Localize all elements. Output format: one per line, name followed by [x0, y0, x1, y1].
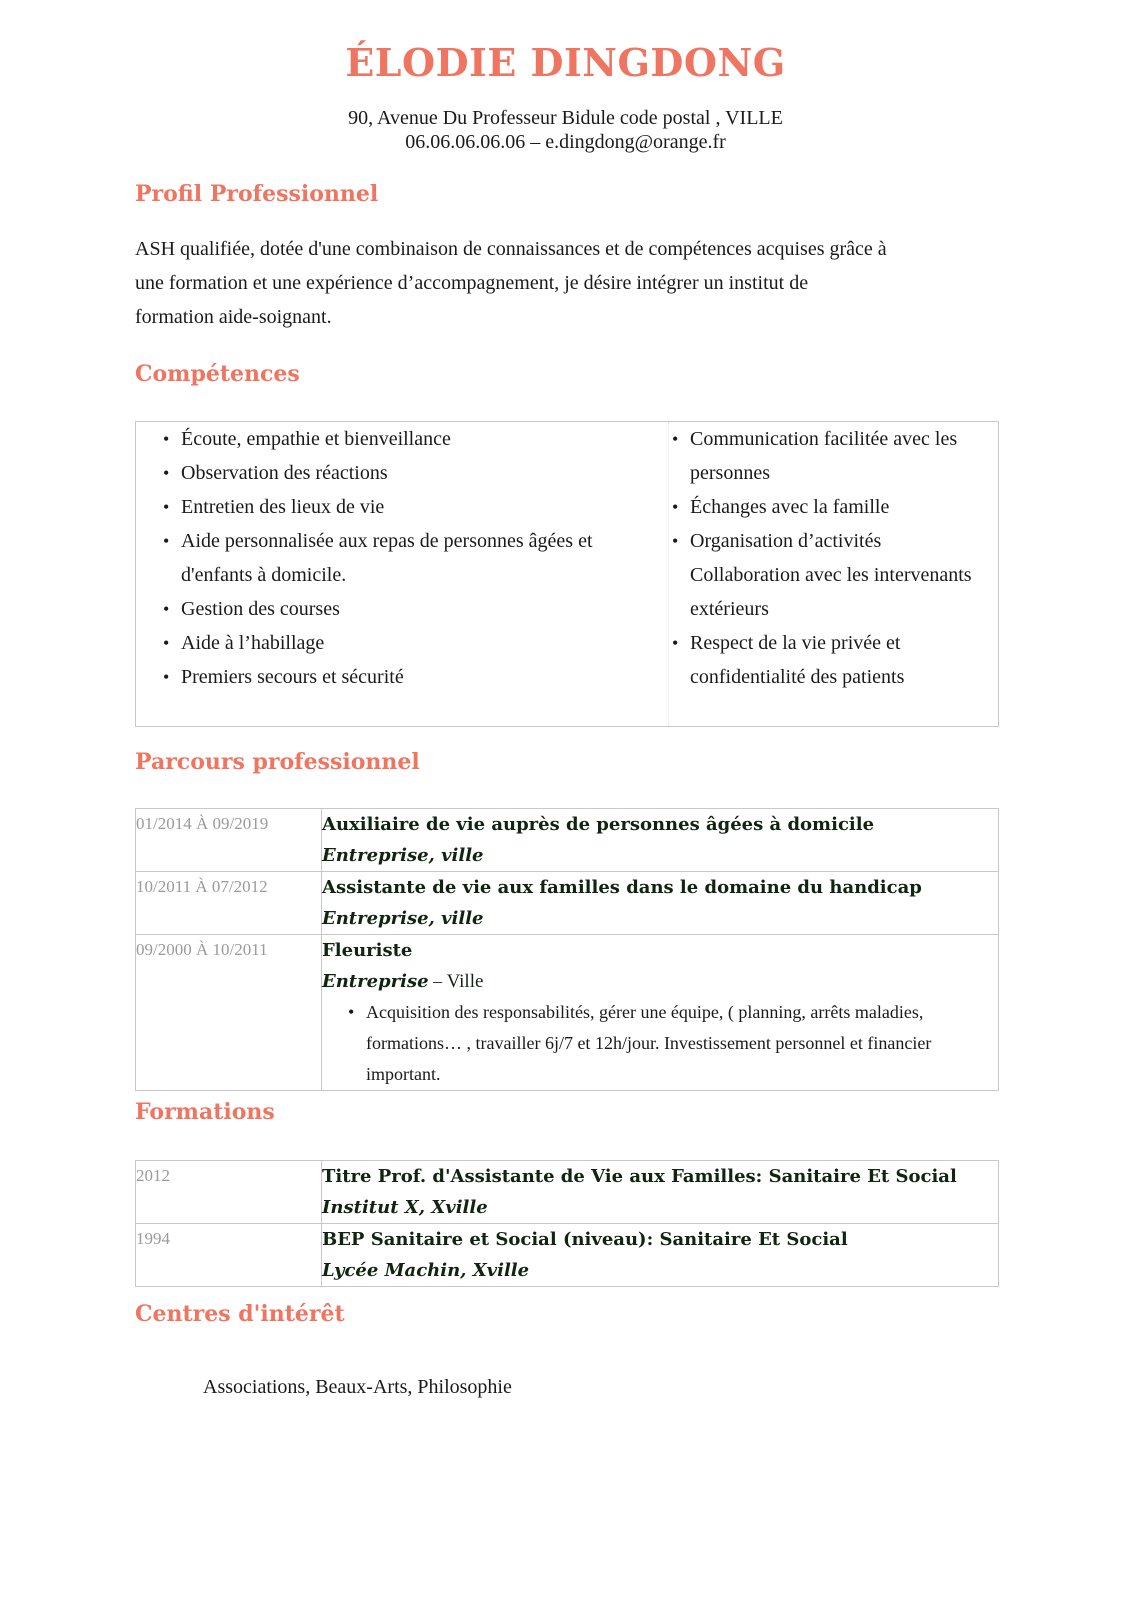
job-org: Entreprise, ville [322, 845, 484, 866]
list-item: • Acquisition des responsabilités, gérer une équipe, ( planning, arrêts maladies, formations… , travailler 6j/7 et 12h/jour. Investissement personnel et financier important. [366, 997, 998, 1090]
parcours-table-wrap [135, 808, 1000, 1091]
profil-heading: Profil Professionnel [135, 181, 379, 207]
formation-domain: : Sanitaire Et Social [755, 1166, 957, 1187]
table-row [136, 1224, 999, 1287]
competence-item: • Respect de la vie privée et confidentialité des patients [690, 626, 988, 694]
candidate-name: ÉLODIE DINGDONG [345, 40, 786, 85]
profil-section [135, 180, 1000, 208]
competence-item: • Aide personnalisée aux repas de personnes âgées et d'enfants à domicile. [181, 524, 668, 592]
job-dates: 10/2011 À 07/2012 [136, 872, 322, 935]
job-description [322, 809, 999, 872]
competence-item: • Observation des réactions [181, 456, 668, 490]
profil-line-3: formation aide-soignant. [135, 306, 332, 328]
competences-box [135, 421, 999, 727]
formations-table [135, 1160, 999, 1287]
competence-item: • Entretien des lieux de vie [181, 490, 668, 524]
parcours-heading: Parcours professionnel [135, 749, 420, 775]
formation-title [322, 1224, 998, 1255]
interets-heading: Centres d'intérêt [135, 1301, 345, 1327]
formations-table-wrap [135, 1160, 1000, 1287]
formation-domain: : Sanitaire Et Social [646, 1229, 848, 1250]
job-org-city: Ville [446, 971, 484, 992]
formation-school: Lycée Machin, Xville [322, 1260, 530, 1281]
job-org [322, 966, 998, 997]
competence-item: • Communication facilitée avec les personnes [690, 422, 988, 490]
table-row [136, 1161, 999, 1224]
formation-year: 1994 [136, 1224, 322, 1287]
address: 90, Avenue Du Professeur Bidule code postal , VILLE [348, 107, 783, 129]
formation-year: 2012 [136, 1161, 322, 1224]
job-dates: 09/2000 À 10/2011 [136, 935, 322, 1091]
job-description [322, 935, 999, 1091]
formations-section [135, 1098, 1000, 1126]
parcours-section [135, 748, 1000, 776]
job-title: Auxiliaire de vie auprès de personnes âgées à domicile [322, 814, 875, 835]
profil-line-1: ASH qualifiée, dotée d'une combinaison de connaissances et de compétences acquises grâce à [135, 238, 887, 260]
table-row [136, 935, 999, 1091]
competence-item: • Aide à l’habillage [181, 626, 668, 660]
job-title: Fleuriste [322, 940, 413, 961]
formation-description [322, 1161, 999, 1224]
contact-block [0, 106, 1131, 154]
formation-title-text: Titre Prof. d'Assistante de Vie aux Familles [322, 1166, 756, 1187]
competence-item: • Écoute, empathie et bienveillance [181, 422, 668, 456]
formation-title-text: BEP Sanitaire et Social (niveau) [322, 1229, 647, 1250]
profil-text [135, 232, 1000, 334]
job-details-list [322, 997, 998, 1090]
job-org: Entreprise, ville [322, 908, 484, 929]
job-dates: 01/2014 À 09/2019 [136, 809, 322, 872]
job-org-separator: – [428, 971, 447, 991]
phone-email: 06.06.06.06.06 – e.dingdong@orange.fr [405, 131, 726, 153]
interets-text: Associations, Beaux-Arts, Philosophie [203, 1376, 512, 1398]
formations-heading: Formations [135, 1099, 275, 1125]
profil-line-2: une formation et une expérience d’accompagnement, je désire intégrer un institut de [135, 272, 809, 294]
competences-section [135, 360, 1000, 388]
job-description [322, 872, 999, 935]
parcours-table [135, 808, 999, 1091]
table-row [136, 872, 999, 935]
competence-item: • Échanges avec la famille [690, 490, 988, 524]
table-row [136, 809, 999, 872]
competences-heading: Compétences [135, 361, 300, 387]
competence-item: • Organisation d’activités Collaboration avec les intervenants extérieurs [690, 524, 988, 626]
formation-description [322, 1224, 999, 1287]
formation-title [322, 1161, 998, 1192]
formation-school: Institut X, Xville [322, 1197, 488, 1218]
competences-right-column [669, 422, 998, 726]
competence-item: • Premiers secours et sécurité [181, 660, 668, 694]
job-title: Assistante de vie aux familles dans le domaine du handicap [322, 877, 922, 898]
competence-item: • Gestion des courses [181, 592, 668, 626]
interets-section [135, 1300, 1000, 1328]
competences-left-column [136, 422, 669, 726]
job-org-name: Entreprise [322, 971, 429, 992]
